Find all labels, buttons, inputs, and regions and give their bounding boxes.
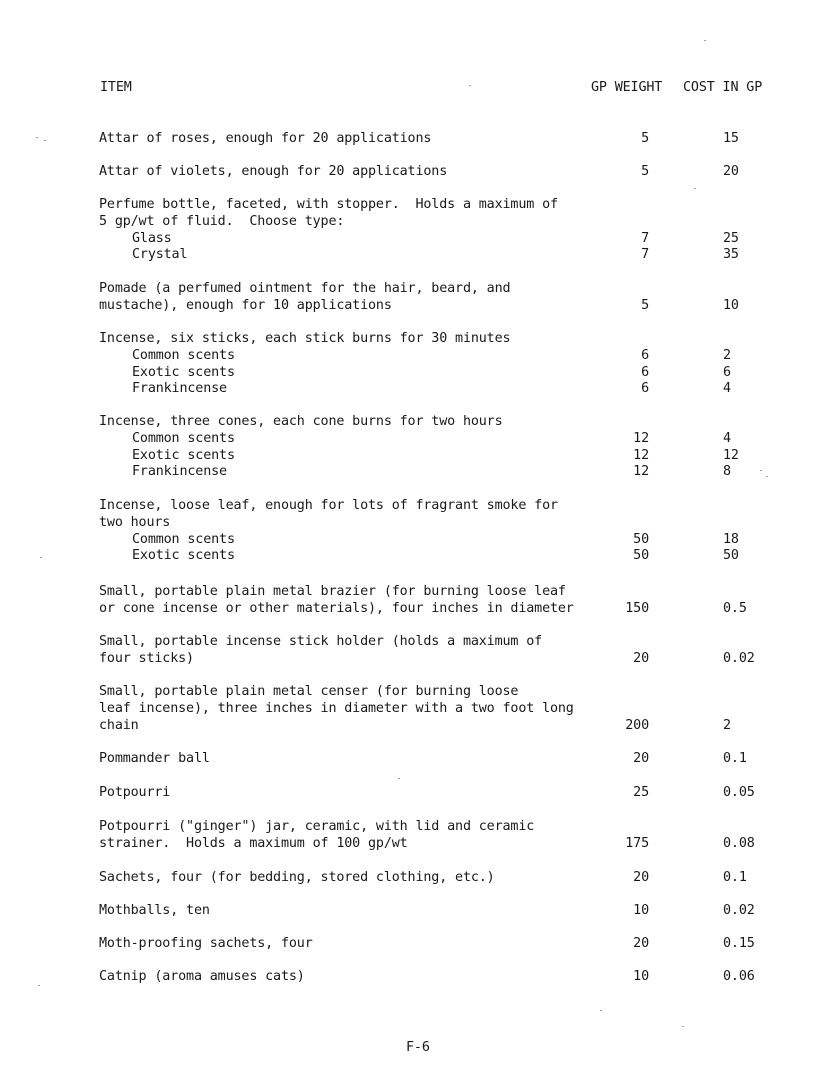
item-text: strainer. Holds a maximum of 100 gp/wt <box>99 835 408 851</box>
item-cost: 50 <box>723 548 739 564</box>
item-text: Small, portable plain metal censer (for burning loose <box>99 684 519 699</box>
item-text: Pommander ball <box>99 751 210 766</box>
item-weight: 20 <box>633 751 649 766</box>
item-weight: 10 <box>633 903 649 918</box>
scan-speck <box>398 778 400 779</box>
item-entry <box>0 634 827 668</box>
item-text: Small, portable incense stick holder (holds a maximum of <box>99 634 543 649</box>
item-description-line <box>0 969 827 986</box>
item-text: Sachets, four (for bedding, stored clothing, etc.) <box>99 870 495 885</box>
item-description-line <box>0 515 827 532</box>
item-description-line <box>0 651 827 668</box>
item-weight: 200 <box>625 717 649 733</box>
item-cost: 0.02 <box>723 903 755 918</box>
item-text: 5 gp/wt of fluid. Choose type: <box>99 213 345 229</box>
item-variant-line <box>0 464 827 481</box>
item-description-line <box>0 936 827 953</box>
item-entry <box>0 819 827 853</box>
item-text: Crystal <box>132 247 188 263</box>
item-text: Moth-proofing sachets, four <box>99 936 313 951</box>
item-entry <box>0 331 827 398</box>
item-weight: 20 <box>633 936 649 951</box>
item-cost: 4 <box>723 430 731 446</box>
item-cost: 12 <box>723 447 739 463</box>
item-cost: 20 <box>723 164 739 179</box>
scan-speck <box>766 476 768 477</box>
item-entry <box>0 903 827 920</box>
item-cost: 35 <box>723 247 739 263</box>
item-weight: 20 <box>633 650 649 666</box>
item-weight: 50 <box>633 548 649 564</box>
item-weight: 5 <box>641 131 649 146</box>
item-description-line <box>0 281 827 298</box>
item-text: Catnip (aroma amuses cats) <box>99 969 305 984</box>
item-entry <box>0 751 827 768</box>
column-header-weight: GP WEIGHT <box>591 80 663 95</box>
scan-speck <box>682 1026 684 1027</box>
item-description-line <box>0 836 827 853</box>
item-weight: 7 <box>641 247 649 263</box>
item-variant-line <box>0 348 827 365</box>
item-weight: 175 <box>625 835 649 851</box>
item-description-line <box>0 298 827 315</box>
item-description-line <box>0 197 827 214</box>
item-entry <box>0 684 827 734</box>
item-weight: 6 <box>641 347 649 363</box>
item-entry <box>0 197 827 264</box>
item-description-line <box>0 903 827 920</box>
item-cost: 0.08 <box>723 835 755 851</box>
scan-speck <box>694 188 696 189</box>
scan-speck <box>44 140 46 141</box>
item-text: Common scents <box>132 430 235 446</box>
item-cost: 15 <box>723 131 739 146</box>
item-entry <box>0 870 827 887</box>
item-weight: 6 <box>641 381 649 397</box>
item-cost: 0.05 <box>723 785 755 800</box>
item-weight: 12 <box>633 447 649 463</box>
item-cost: 0.5 <box>723 600 747 616</box>
item-text: Frankincense <box>132 381 227 397</box>
item-text: Incense, three cones, each cone burns for two hours <box>99 414 503 429</box>
item-description-line <box>0 701 827 718</box>
item-cost: 18 <box>723 531 739 547</box>
item-weight: 7 <box>641 230 649 246</box>
scan-speck <box>704 40 706 41</box>
item-text: Exotic scents <box>132 447 235 463</box>
item-variant-line <box>0 431 827 448</box>
item-text: two hours <box>99 514 171 530</box>
item-weight: 150 <box>625 600 649 616</box>
item-weight: 12 <box>633 464 649 480</box>
item-text: mustache), enough for 10 applications <box>99 297 392 313</box>
item-description-line <box>0 164 827 181</box>
item-weight: 50 <box>633 531 649 547</box>
item-text: leaf incense), three inches in diameter with a two foot long <box>99 700 574 716</box>
item-variant-line <box>0 231 827 248</box>
item-text: Attar of roses, enough for 20 applications <box>99 131 432 146</box>
item-cost: 0.06 <box>723 969 755 984</box>
item-cost: 2 <box>723 717 731 733</box>
item-description-line <box>0 634 827 651</box>
item-entry <box>0 785 827 802</box>
item-text: Incense, loose leaf, enough for lots of fragrant smoke for <box>99 498 558 513</box>
item-description-line <box>0 214 827 231</box>
item-text: Potpourri ("ginger") jar, ceramic, with lid and ceramic <box>99 819 535 834</box>
item-weight: 5 <box>641 297 649 313</box>
item-description-line <box>0 131 827 148</box>
item-description-line <box>0 498 827 515</box>
item-text: Pomade (a perfumed ointment for the hair, beard, and <box>99 281 511 296</box>
item-entry <box>0 936 827 953</box>
scan-speck <box>38 985 40 986</box>
item-cost: 8 <box>723 464 731 480</box>
item-cost: 0.1 <box>723 751 747 766</box>
item-text: Common scents <box>132 347 235 363</box>
item-text: Potpourri <box>99 785 171 800</box>
item-entry <box>0 414 827 481</box>
item-description-line <box>0 331 827 348</box>
item-text: chain <box>99 717 139 733</box>
column-header-item: ITEM <box>100 80 132 95</box>
item-text: Perfume bottle, faceted, with stopper. Holds a maximum of <box>99 197 558 212</box>
item-cost: 6 <box>723 364 731 380</box>
item-weight: 10 <box>633 969 649 984</box>
item-text: four sticks) <box>99 650 194 666</box>
scan-speck <box>40 557 42 558</box>
item-entry <box>0 164 827 181</box>
item-text: Attar of violets, enough for 20 applications <box>99 164 448 179</box>
item-description-line <box>0 584 827 601</box>
item-cost: 4 <box>723 381 731 397</box>
item-weight: 25 <box>633 785 649 800</box>
item-text: Exotic scents <box>132 548 235 564</box>
item-variant-line <box>0 247 827 264</box>
item-description-line <box>0 785 827 802</box>
scan-speck <box>600 1010 602 1011</box>
item-description-line <box>0 684 827 701</box>
scan-speck <box>469 85 471 86</box>
item-description-line <box>0 819 827 836</box>
item-description-line <box>0 601 827 618</box>
item-text: Glass <box>132 230 172 246</box>
item-cost: 0.02 <box>723 650 755 666</box>
item-text: Mothballs, ten <box>99 903 210 918</box>
item-entry <box>0 498 827 565</box>
item-text: Frankincense <box>132 464 227 480</box>
item-cost: 25 <box>723 230 739 246</box>
item-entry <box>0 584 827 618</box>
item-text: Small, portable plain metal brazier (for burning loose leaf <box>99 584 566 599</box>
item-variant-line <box>0 548 827 565</box>
item-variant-line <box>0 448 827 465</box>
scan-speck <box>36 137 38 138</box>
item-entry <box>0 969 827 986</box>
item-description-line <box>0 870 827 887</box>
page-number: F-6 <box>406 1040 430 1055</box>
item-entry <box>0 281 827 315</box>
item-weight: 5 <box>641 164 649 179</box>
item-entry <box>0 131 827 148</box>
item-cost: 2 <box>723 347 731 363</box>
item-weight: 6 <box>641 364 649 380</box>
item-cost: 0.15 <box>723 936 755 951</box>
item-description-line <box>0 414 827 431</box>
column-header-cost: COST IN GP <box>683 80 763 95</box>
item-text: or cone incense or other materials), four inches in diameter <box>99 600 574 616</box>
item-cost: 10 <box>723 297 739 313</box>
item-variant-line <box>0 532 827 549</box>
item-description-line <box>0 718 827 735</box>
item-text: Exotic scents <box>132 364 235 380</box>
item-weight: 12 <box>633 430 649 446</box>
item-description-line <box>0 751 827 768</box>
item-variant-line <box>0 365 827 382</box>
item-text: Common scents <box>132 531 235 547</box>
scan-speck <box>760 470 762 471</box>
item-cost: 0.1 <box>723 870 747 885</box>
item-weight: 20 <box>633 870 649 885</box>
item-variant-line <box>0 381 827 398</box>
item-text: Incense, six sticks, each stick burns for 30 minutes <box>99 331 511 346</box>
